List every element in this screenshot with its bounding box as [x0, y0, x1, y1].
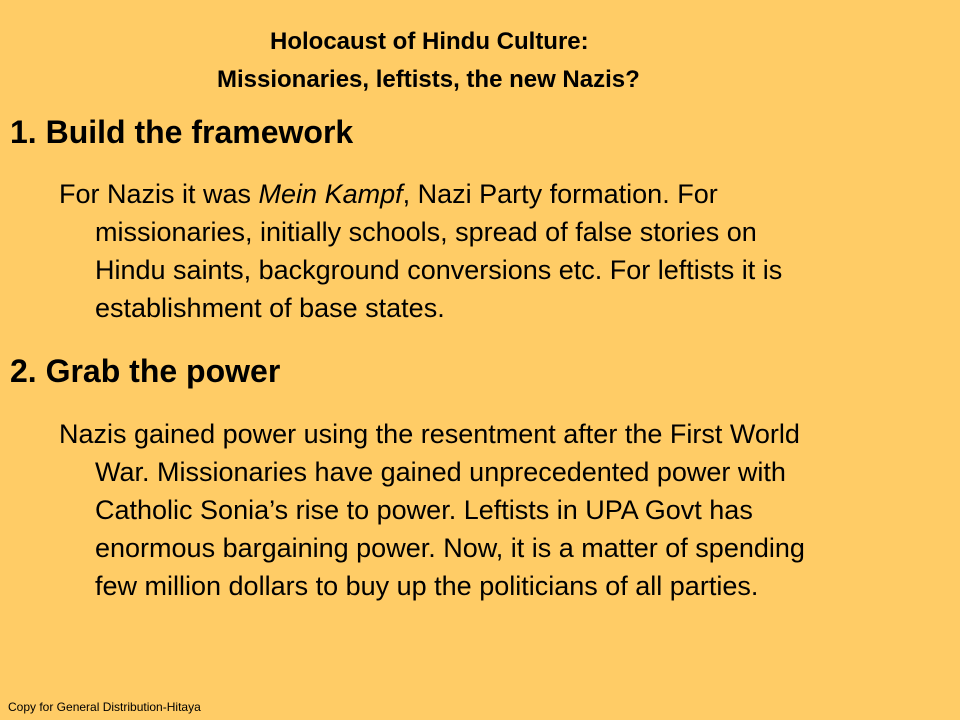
section-2-line-2: War. Missionaries have gained unprecedented power with [95, 457, 786, 487]
section-1-line-4: establishment of base states. [95, 293, 445, 323]
section-heading-build-framework: 1. Build the framework [10, 114, 354, 150]
section-1-line-3: Hindu saints, background conversions etc. For leftists it is [95, 255, 783, 285]
section-1-line-1-pre: For Nazis it was [59, 179, 259, 209]
section-heading-grab-power: 2. Grab the power [10, 353, 281, 389]
slide-title-line-1: Holocaust of Hindu Culture: [270, 28, 589, 55]
section-1-line-2: missionaries, initially schools, spread of false stories on [95, 217, 757, 247]
section-2-line-3: Catholic Sonia’s rise to power. Leftists in UPA Govt has [95, 495, 753, 525]
slide-title-line-2: Missionaries, leftists, the new Nazis? [217, 66, 640, 93]
section-1-line-1 [59, 181, 718, 208]
section-2-line-4: enormous bargaining power. Now, it is a matter of spending [95, 533, 805, 563]
section-1-line-1-book-title: Mein Kampf [258, 179, 403, 209]
section-1-line-1-post: , Nazi Party formation. For [402, 179, 718, 209]
section-2-line-5: few million dollars to buy up the politicians of all parties. [95, 571, 759, 601]
footer-note: Copy for General Distribution-Hitaya [8, 700, 201, 714]
section-2-line-1: Nazis gained power using the resentment after the First World [59, 419, 800, 449]
